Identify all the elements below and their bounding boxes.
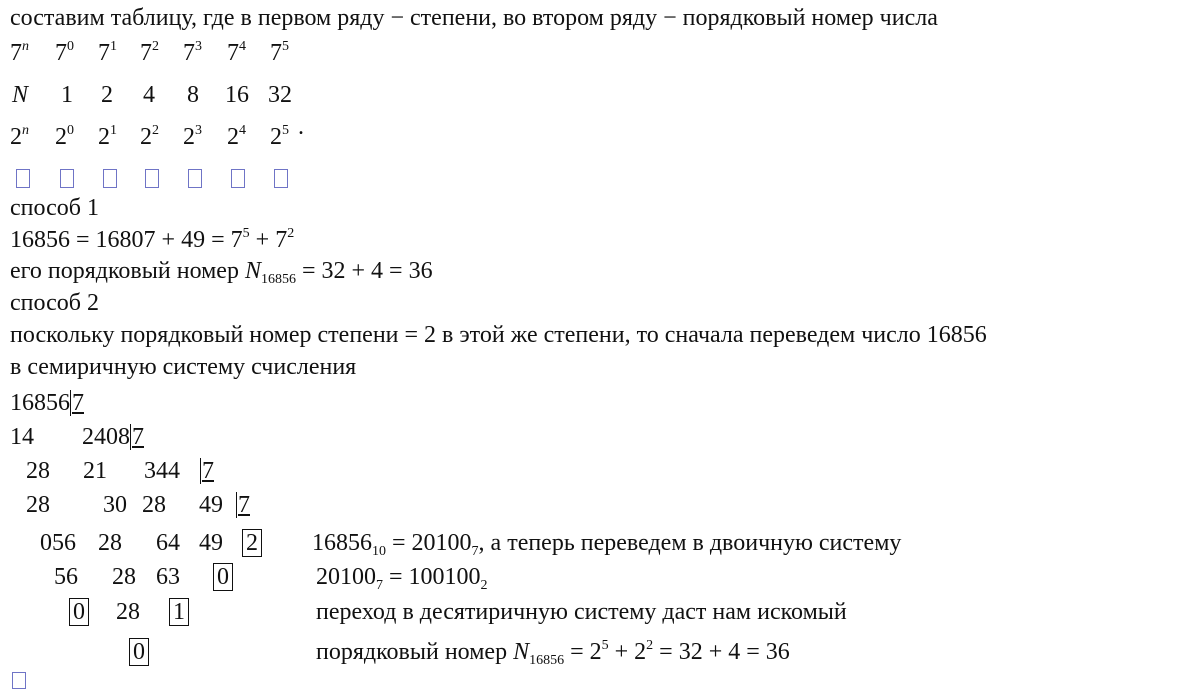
table-cell: 7$^n$ bbox=[10, 39, 29, 66]
conclusion-text: переход в десятиричную систему даст нам искомый bbox=[316, 599, 847, 625]
table-end-dot: . bbox=[298, 114, 304, 140]
table-cell: $7^3$ bbox=[183, 39, 202, 66]
missing-glyph-icon bbox=[145, 169, 159, 188]
division-cell: 63 bbox=[156, 564, 180, 590]
table-cell: $2^5$ bbox=[270, 123, 289, 150]
table-cell: N bbox=[12, 82, 29, 108]
method1-title: способ 1 bbox=[10, 195, 99, 221]
conclusion-result: порядковый номер $N_{16856} = 2^5 + 2^2 = 32 + 4 = 36$ bbox=[316, 638, 790, 668]
table-cell: 8 bbox=[187, 82, 199, 108]
division-row: 168567 bbox=[10, 390, 84, 416]
division-cell: 24087 bbox=[82, 424, 144, 450]
division-cell: 28 bbox=[26, 458, 50, 484]
table-cell: 16 bbox=[225, 82, 249, 108]
table-cell: $2^2$ bbox=[140, 123, 159, 150]
method2-text-line2: в семиричную систему счисления bbox=[10, 354, 357, 380]
table-cell: $2^0$ bbox=[55, 123, 74, 150]
table-cell: $7^5$ bbox=[270, 39, 289, 66]
division-cell: 7 bbox=[202, 458, 214, 484]
division-cell: 56 bbox=[54, 564, 78, 590]
table-cell: $7^2$ bbox=[140, 39, 159, 66]
table-cell: 2 bbox=[101, 82, 113, 108]
table-cell: $2^3$ bbox=[183, 123, 202, 150]
division-cell: 344 bbox=[144, 458, 180, 484]
division-cell: 28 bbox=[98, 530, 122, 556]
intro-text: составим таблицу, где в первом ряду − степени, во втором ряду − порядковый номер числа bbox=[10, 5, 938, 31]
conclusion-base7: $16856_{10} = 20100_7$, а теперь переведем в двоичную систему bbox=[312, 530, 902, 559]
missing-glyph-icon bbox=[16, 169, 30, 188]
missing-glyph-icon bbox=[231, 169, 245, 188]
division-cell: 28 bbox=[142, 492, 166, 518]
table-cell: $7^4$ bbox=[227, 39, 246, 66]
table-cell: 1 bbox=[61, 82, 73, 108]
remainder-box: 1 bbox=[169, 597, 189, 627]
table-cell: $7^1$ bbox=[98, 39, 117, 66]
table-cell: $2^1$ bbox=[98, 123, 117, 150]
missing-glyph-icon bbox=[188, 169, 202, 188]
table-cell: $2^4$ bbox=[227, 123, 246, 150]
missing-glyph-icon bbox=[60, 169, 74, 188]
division-cell: 64 bbox=[156, 530, 180, 556]
missing-glyph-icon bbox=[274, 169, 288, 188]
division-cell: 28 bbox=[112, 564, 136, 590]
method1-ordinal-line: его порядковый номер $N_{16856} = 32 + 4 = 36$ bbox=[10, 258, 433, 287]
missing-glyph-icon bbox=[12, 672, 26, 689]
remainder-box: 0 bbox=[129, 637, 149, 667]
table-cell: $7^0$ bbox=[55, 39, 74, 66]
division-cell: 7 bbox=[238, 492, 250, 518]
method2-title: способ 2 bbox=[10, 290, 99, 316]
intro-line bbox=[10, 3, 938, 33]
table-cell: 2$^n$ bbox=[10, 123, 29, 150]
division-cell: 21 bbox=[83, 458, 107, 484]
division-cell: 14 bbox=[10, 424, 34, 450]
method1-equation: $16856 = 16807 + 49 = 7^5 + 7^2$ bbox=[10, 226, 295, 253]
missing-glyph-icon bbox=[103, 169, 117, 188]
remainder-box: 2 bbox=[242, 528, 262, 558]
remainder-box: 0 bbox=[213, 562, 233, 592]
division-cell: 49 bbox=[199, 530, 223, 556]
table-cell: 4 bbox=[143, 82, 155, 108]
division-cell: 49 bbox=[199, 492, 223, 518]
remainder-box: 0 bbox=[69, 597, 89, 627]
division-cell: 30 bbox=[103, 492, 127, 518]
division-cell: 056 bbox=[40, 530, 76, 556]
division-cell: 28 bbox=[116, 599, 140, 625]
conclusion-binary: $20100_7 = 100100_2$ bbox=[316, 564, 488, 593]
division-cell: 28 bbox=[26, 492, 50, 518]
method2-text-line1: поскольку порядковый номер степени = 2 в этой же степени, то сначала переведем число 16856 bbox=[10, 322, 987, 348]
table-cell: 32 bbox=[268, 82, 292, 108]
